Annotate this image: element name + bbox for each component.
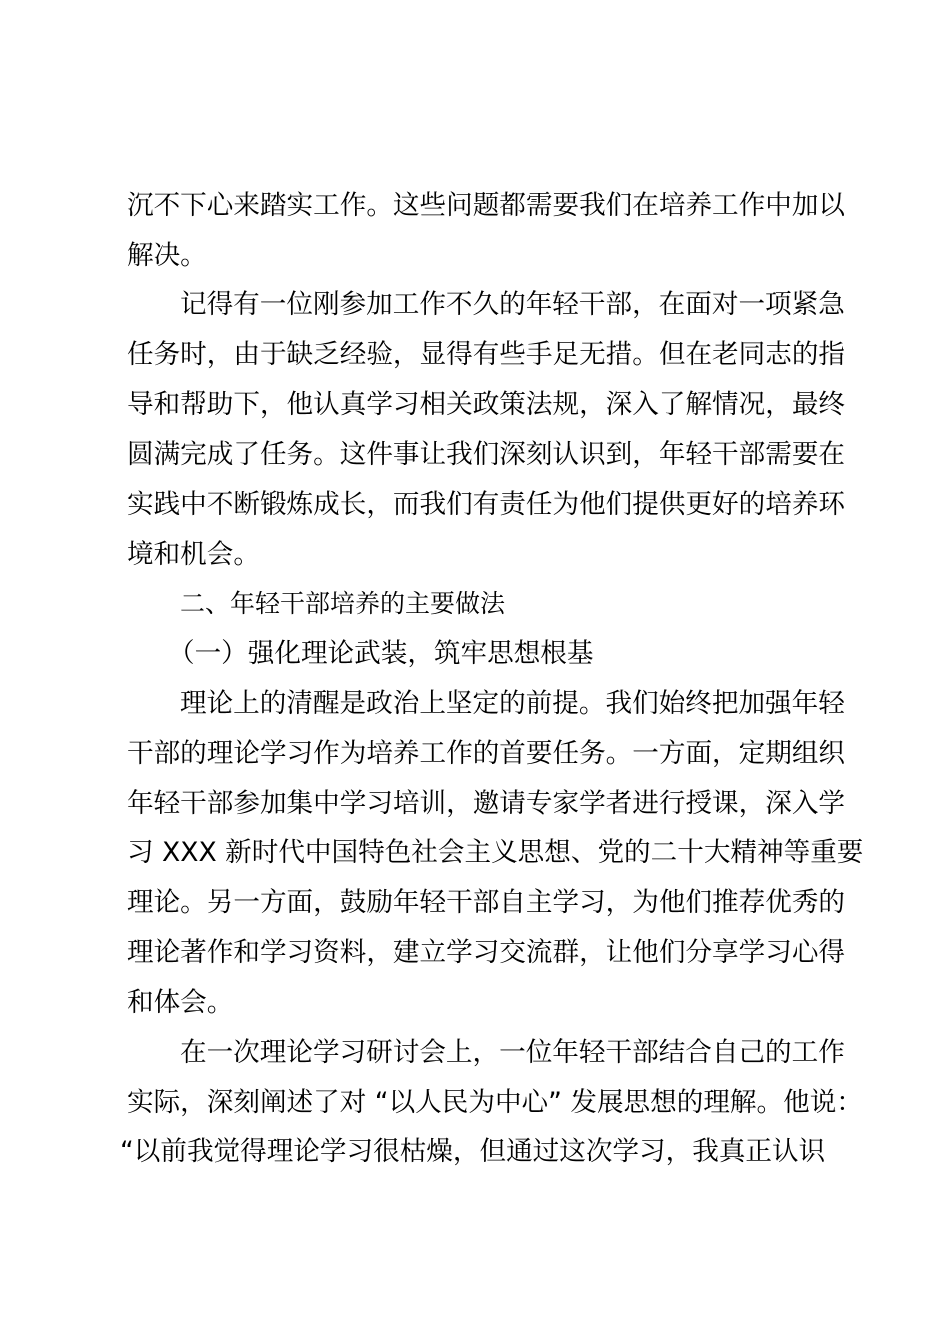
paragraph-line: 圆满完成了任务。这件事让我们深刻认识到，年轻干部需要在 xyxy=(127,439,846,470)
paragraph-line: 记得有一位刚参加工作不久的年轻干部，在面对一项紧急 xyxy=(180,289,845,320)
paragraph-line: 实际，深刻阐述了对 “以人民为中心” 发展思想的理解。他说： xyxy=(127,1087,863,1118)
paragraph-line: 年轻干部参加集中学习培训，邀请专家学者进行授课，深入学 xyxy=(127,788,846,819)
paragraph-line: 干部的理论学习作为培养工作的首要任务。一方面，定期组织 xyxy=(127,738,846,769)
subsection-heading: （一）强化理论武装，筑牢思想根基 xyxy=(168,638,594,669)
paragraph-line: 在一次理论学习研讨会上，一位年轻干部结合自己的工作 xyxy=(180,1037,845,1068)
paragraph-line: 导和帮助下，他认真学习相关政策法规，深入了解情况，最终 xyxy=(127,389,846,420)
paragraph-line: 任务时，由于缺乏经验，显得有些手足无措。但在老同志的指 xyxy=(127,339,846,370)
paragraph-line: 解决。 xyxy=(127,240,207,271)
paragraph-line: 沉不下心来踏实工作。这些问题都需要我们在培养工作中加以 xyxy=(127,190,846,221)
paragraph-line: 和体会。 xyxy=(127,987,234,1018)
paragraph-line: 实践中不断锻炼成长，而我们有责任为他们提供更好的培养环 xyxy=(127,489,846,520)
paragraph-line: 习 XXX 新时代中国特色社会主义思想、党的二十大精神等重要 xyxy=(127,837,864,868)
paragraph-line: “以前我觉得理论学习很枯燥，但通过这次学习，我真正认识 xyxy=(120,1136,826,1167)
paragraph-line: 理论著作和学习资料，建立学习交流群，让他们分享学习心得 xyxy=(127,937,846,968)
section-heading: 二、年轻干部培养的主要做法 xyxy=(180,589,506,618)
paragraph-line: 境和机会。 xyxy=(127,539,260,570)
paragraph-line: 理论上的清醒是政治上坚定的前提。我们始终把加强年轻 xyxy=(180,688,845,719)
paragraph-line: 理论。另一方面，鼓励年轻干部自主学习，为他们推荐优秀的 xyxy=(127,887,846,918)
